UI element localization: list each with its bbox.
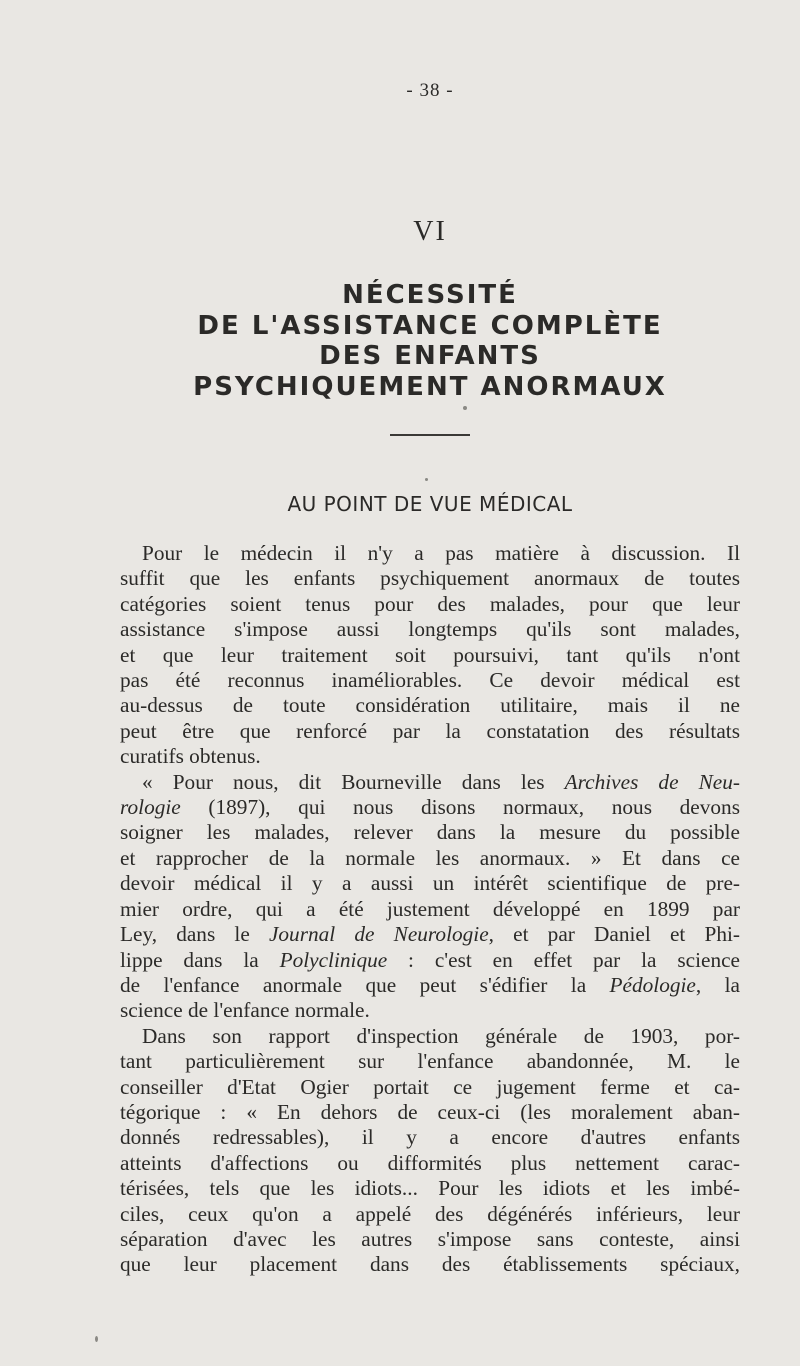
text-line: Dans son rapport d'inspection générale de 1903, por-: [142, 1023, 740, 1048]
chapter-title: [0, 280, 800, 402]
page-number: - 38 -: [406, 80, 454, 101]
text-line: tégorique : « En dehors de ceux-ci (les moralement aban-: [120, 1099, 740, 1124]
text-line: et rapprocher de la normale les anormaux. » Et dans ce: [120, 845, 740, 870]
title-line: DE L'ASSISTANCE COMPLÈTE: [197, 310, 663, 341]
text-run: : c'est en effet par la science: [387, 947, 740, 972]
text-line: mier ordre, qui a été justement développé en 1899 par: [120, 896, 740, 921]
paper-speck: [425, 478, 428, 481]
text-line: [118, 770, 740, 795]
journal-title: rologie: [120, 795, 181, 820]
text-line: [118, 973, 740, 998]
journal-title: Polyclinique: [279, 947, 388, 972]
text-line: au-dessus de toute considération utilitaire, mais il ne: [120, 693, 740, 718]
text-line: [118, 922, 740, 947]
text-line: catégories soient tenus pour des malades, pour que leur: [120, 591, 740, 616]
text-line: que leur placement dans des établissements spéciaux,: [120, 1252, 740, 1277]
text-line: science de l'enfance normale.: [120, 998, 370, 1023]
text-line: curatifs obtenus.: [120, 744, 261, 769]
text-line: Pour le médecin il n'y a pas matière à discussion. Il: [142, 541, 740, 565]
text-line: devoir médical il y a aussi un intérêt scientifique de pre-: [120, 871, 740, 896]
paper-speck: [463, 406, 467, 410]
text-run: de l'enfance anormale que peut s'édifier la: [120, 972, 610, 997]
text-line: [118, 948, 740, 973]
paper-speck: [95, 1336, 98, 1342]
text-line: peut être que renforcé par la constatation des résultats: [120, 718, 740, 743]
text-line: ciles, ceux qu'on a appelé des dégénérés inférieurs, leur: [120, 1201, 740, 1226]
text-run: Ley, dans le: [120, 922, 269, 947]
title-line: PSYCHIQUEMENT ANORMAUX: [193, 371, 667, 402]
text-line: conseiller d'Etat Ogier portait ce jugement ferme et ca-: [120, 1074, 740, 1099]
text-line: [118, 795, 740, 820]
title-line: NÉCESSITÉ: [342, 280, 518, 310]
text-run: (1897), qui nous disons normaux, nous devons: [180, 795, 740, 820]
term-italic: Pédologie: [609, 972, 696, 997]
text-line: assistance s'impose aussi longtemps qu'ils sont malades,: [120, 617, 740, 642]
journal-title: Journal de Neurologie: [268, 922, 489, 947]
text-line: donnés redressables), il y a encore d'autres enfants: [120, 1125, 740, 1150]
section-subtitle: AU POINT DE VUE MÉDICAL: [287, 492, 573, 516]
chapter-number: VI: [413, 216, 447, 247]
text-line: et que leur traitement soit poursuivi, tant qu'ils n'ont: [120, 642, 740, 667]
text-run: lippe dans la: [120, 947, 280, 972]
title-line: DES ENFANTS: [319, 341, 541, 371]
text-run: , et par Daniel et Phi-: [488, 922, 740, 947]
text-line: térisées, tels que les idiots... Pour les idiots et les imbé-: [120, 1176, 740, 1201]
text-line: atteints d'affections ou difformités plus nettement carac-: [120, 1150, 740, 1175]
title-divider: [390, 434, 470, 436]
text-run: « Pour nous, dit Bourneville dans les: [142, 769, 565, 794]
text-line: séparation d'avec les autres s'impose sans conteste, ainsi: [120, 1226, 740, 1251]
text-line: pas été reconnus inaméliorables. Ce devoir médical est: [120, 668, 740, 693]
text-line: tant particulièrement sur l'enfance abandonnée, M. le: [120, 1049, 740, 1074]
text-run: , la: [695, 972, 740, 997]
journal-title: Archives de Neu-: [564, 769, 740, 794]
text-line: suffit que les enfants psychiquement anormaux de toutes: [120, 566, 740, 591]
body-text: [118, 541, 740, 1278]
text-line: soigner les malades, relever dans la mesure du possible: [120, 820, 740, 845]
